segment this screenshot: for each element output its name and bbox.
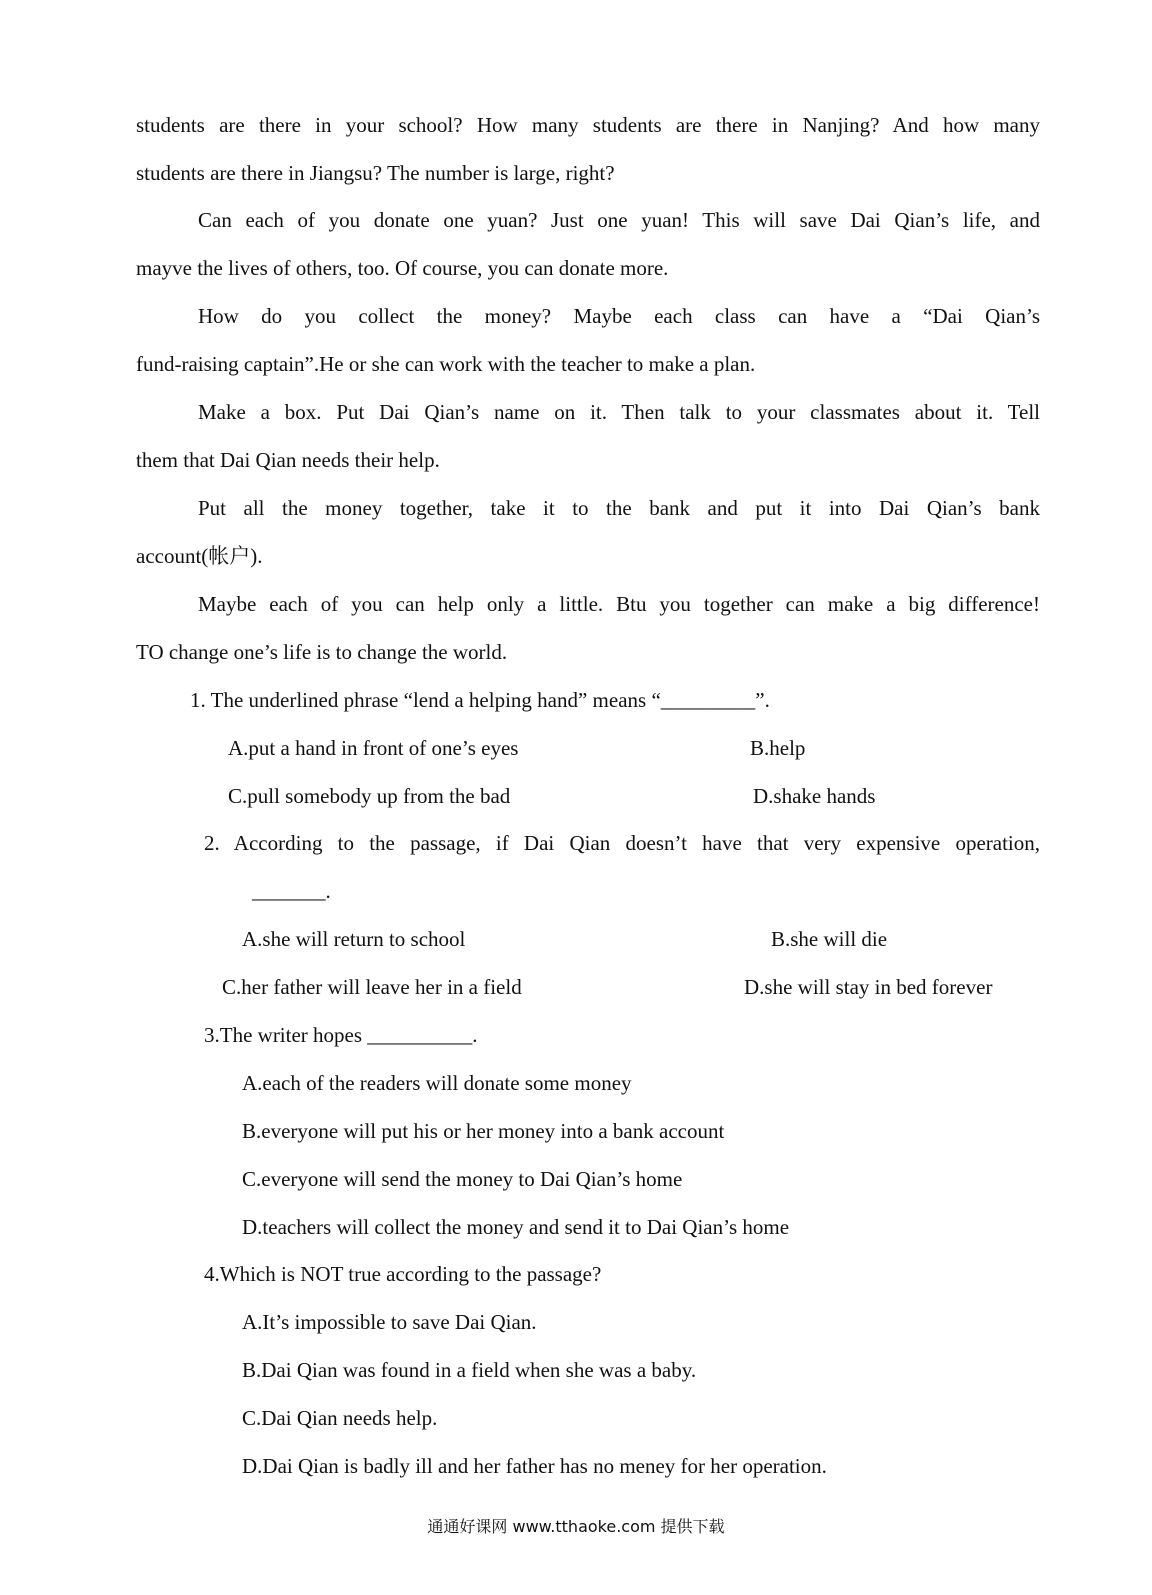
passage-p5-line2: account(帐户). [136,544,263,568]
question-2-stem: 2. According to the passage, if Dai Qian doesn’t have that very expensive operation, [204,831,1040,855]
page-footer: 通通好课网 www.tthaoke.com 提供下载 [427,1517,725,1536]
passage-p3-line1: How do you collect the money? Maybe each class can have a “Dai Qian’s [198,304,1040,328]
question-1-option-a: A.put a hand in front of one’s eyes [228,736,519,760]
passage-p6-line1: Maybe each of you can help only a little. Btu you together can make a big difference! [198,592,1040,616]
passage-p4-line1: Make a box. Put Dai Qian’s name on it. Then talk to your classmates about it. Tell [198,400,1040,424]
question-4-option-b: B.Dai Qian was found in a field when she was a baby. [242,1358,697,1382]
passage-p1-line2: students are there in Jiangsu? The number is large, right? [136,161,615,185]
question-1-stem: 1. The underlined phrase “lend a helping hand” means “_________”. [190,688,770,712]
passage-p5-line1: Put all the money together, take it to the bank and put it into Dai Qian’s bank [198,496,1040,520]
question-4-option-c: C.Dai Qian needs help. [242,1406,438,1430]
question-4-option-d: D.Dai Qian is badly ill and her father has no meney for her operation. [242,1454,827,1478]
passage-p2-line1: Can each of you donate one yuan? Just one yuan! This will save Dai Qian’s life, and [198,208,1040,232]
question-3-option-b: B.everyone will put his or her money into a bank account [242,1119,725,1143]
question-2-stem-continued: _______. [252,879,331,903]
question-3-option-d: D.teachers will collect the money and send it to Dai Qian’s home [242,1215,790,1239]
passage-p2-line2: mayve the lives of others, too. Of course, you can donate more. [136,256,669,280]
passage-p6-line2: TO change one’s life is to change the world. [136,640,508,664]
question-2-option-a: A.she will return to school [242,927,466,951]
question-4-option-a: A.It’s impossible to save Dai Qian. [242,1310,537,1334]
passage-p3-line2: fund-raising captain”.He or she can work with the teacher to make a plan. [136,352,756,376]
question-3-option-a: A.each of the readers will donate some money [242,1071,632,1095]
question-2-option-b: B.she will die [771,927,888,951]
question-3-option-c: C.everyone will send the money to Dai Qian’s home [242,1167,683,1191]
question-1-option-b: B.help [750,736,806,760]
question-2-option-d: D.she will stay in bed forever [744,975,993,999]
question-3-stem: 3.The writer hopes __________. [204,1023,478,1047]
question-4-stem: 4.Which is NOT true according to the passage? [204,1262,602,1286]
passage-p4-line2: them that Dai Qian needs their help. [136,448,440,472]
question-1-option-c: C.pull somebody up from the bad [228,784,511,808]
passage-p1-line1: students are there in your school? How many students are there in Nanjing? And how many [136,113,1040,137]
question-1-option-d: D.shake hands [753,784,876,808]
question-2-option-c: C.her father will leave her in a field [222,975,522,999]
